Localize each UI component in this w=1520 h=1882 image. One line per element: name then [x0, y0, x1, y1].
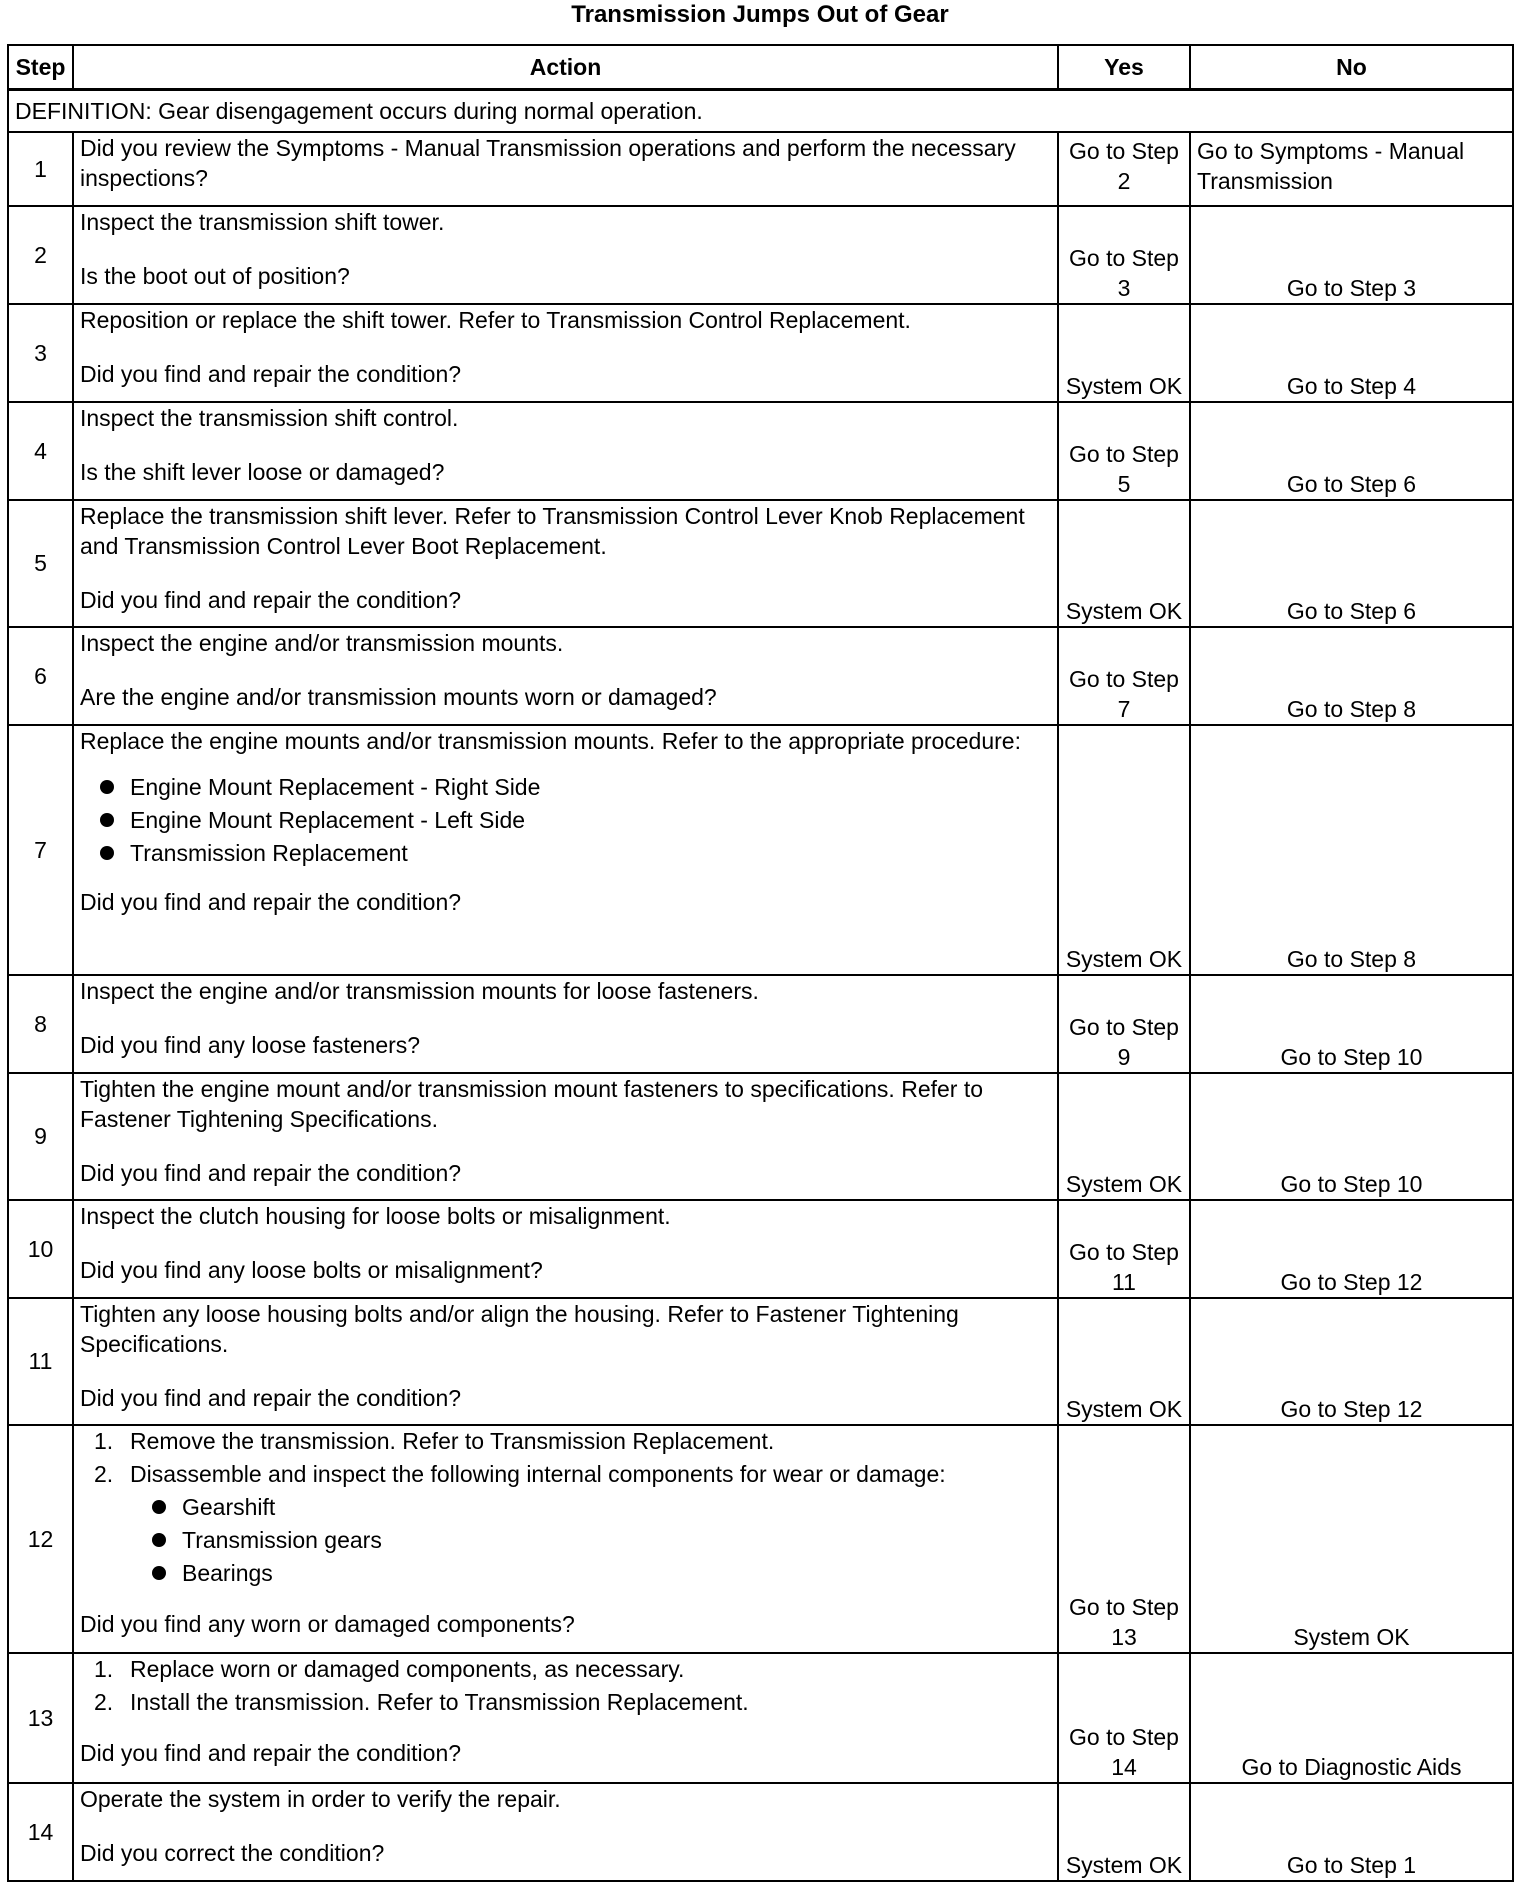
procedure-steps	[80, 1426, 1051, 1588]
step-number: 11	[8, 1298, 73, 1425]
table-row	[8, 975, 1513, 1073]
action-question: Did you find and repair the condition?	[80, 586, 462, 613]
list-item	[94, 1654, 1051, 1684]
step-number: 14	[8, 1783, 73, 1881]
header-no: No	[1190, 45, 1513, 90]
list-item: Transmission gears	[150, 1525, 1051, 1555]
component-list	[130, 1492, 1051, 1588]
action-text: Inspect the engine and/or transmission mounts for loose fasteners.	[80, 977, 759, 1004]
step-number: 7	[8, 725, 73, 975]
header-step: Step	[8, 45, 73, 90]
table-row	[8, 1653, 1513, 1783]
no-result: Go to Step 6	[1190, 402, 1513, 500]
action-question: Are the engine and/or transmission mounts worn or damaged?	[80, 683, 717, 710]
yes-result: System OK	[1058, 304, 1190, 402]
definition-text: DEFINITION: Gear disengagement occurs during normal operation.	[8, 90, 1513, 132]
list-item: Bearings	[150, 1558, 1051, 1588]
step-action	[73, 500, 1058, 627]
action-text: Inspect the engine and/or transmission mounts.	[80, 629, 564, 656]
list-item-text: Install the transmission. Refer to Transmission Replacement.	[130, 1688, 749, 1715]
no-result: Go to Symptoms - Manual Transmission	[1190, 132, 1513, 206]
step-action	[73, 132, 1058, 206]
yes-result: Go to Step 11	[1058, 1200, 1190, 1298]
diagnostic-table	[7, 44, 1514, 1882]
step-action	[73, 402, 1058, 500]
procedure-steps	[80, 1654, 1051, 1717]
table-row	[8, 206, 1513, 304]
step-number: 1	[8, 132, 73, 206]
list-item: Gearshift	[150, 1492, 1051, 1522]
action-question: Did you find any worn or damaged components?	[80, 1610, 575, 1637]
table-row	[8, 402, 1513, 500]
no-result: Go to Step 3	[1190, 206, 1513, 304]
step-number: 10	[8, 1200, 73, 1298]
table-row	[8, 1425, 1513, 1653]
table-row	[8, 132, 1513, 206]
action-question: Did you find and repair the condition?	[80, 1159, 462, 1186]
list-item: Engine Mount Replacement - Left Side	[98, 805, 1051, 835]
action-text: Inspect the transmission shift control.	[80, 404, 459, 431]
list-marker: 1.	[94, 1427, 114, 1454]
action-question: Is the shift lever loose or damaged?	[80, 458, 445, 485]
yes-result: System OK	[1058, 500, 1190, 627]
step-number: 2	[8, 206, 73, 304]
step-action	[73, 1783, 1058, 1881]
yes-result: Go to Step 14	[1058, 1653, 1190, 1783]
list-item: Transmission Replacement	[98, 838, 1051, 868]
yes-result: System OK	[1058, 725, 1190, 975]
action-question: Did you find and repair the condition?	[80, 1384, 462, 1411]
list-marker: 1.	[94, 1655, 114, 1682]
step-action	[73, 206, 1058, 304]
yes-result: Go to Step 5	[1058, 402, 1190, 500]
step-number: 4	[8, 402, 73, 500]
step-action	[73, 1073, 1058, 1200]
list-item-text: Remove the transmission. Refer to Transmission Replacement.	[130, 1427, 775, 1454]
step-number: 9	[8, 1073, 73, 1200]
action-text: Inspect the clutch housing for loose bolts or misalignment.	[80, 1202, 671, 1229]
list-item	[94, 1426, 1051, 1456]
list-item-text: Disassemble and inspect the following internal components for wear or damage:	[130, 1460, 946, 1487]
list-item	[94, 1687, 1051, 1717]
step-action	[73, 975, 1058, 1073]
yes-result: Go to Step 13	[1058, 1425, 1190, 1653]
definition-row	[8, 90, 1513, 132]
action-text: Inspect the transmission shift tower.	[80, 208, 445, 235]
no-result: Go to Step 12	[1190, 1200, 1513, 1298]
step-action	[73, 1298, 1058, 1425]
step-number: 3	[8, 304, 73, 402]
step-action	[73, 1425, 1058, 1653]
table-row	[8, 1200, 1513, 1298]
table-row	[8, 500, 1513, 627]
no-result: System OK	[1190, 1425, 1513, 1653]
step-number: 12	[8, 1425, 73, 1653]
action-text: Did you review the Symptoms - Manual Transmission operations and perform the necessary inspections?	[80, 134, 1016, 191]
table-row	[8, 725, 1513, 975]
action-text: Reposition or replace the shift tower. Refer to Transmission Control Replacement.	[80, 306, 911, 333]
no-result: Go to Step 1	[1190, 1783, 1513, 1881]
table-row	[8, 1073, 1513, 1200]
no-result: Go to Step 4	[1190, 304, 1513, 402]
yes-result: Go to Step 2	[1058, 132, 1190, 206]
yes-result: Go to Step 9	[1058, 975, 1190, 1073]
action-question: Is the boot out of position?	[80, 262, 350, 289]
action-question: Did you find and repair the condition?	[80, 1739, 462, 1766]
step-action	[73, 725, 1058, 975]
yes-result: Go to Step 3	[1058, 206, 1190, 304]
list-item-text: Replace worn or damaged components, as necessary.	[130, 1655, 685, 1682]
table-row	[8, 1298, 1513, 1425]
action-text: Operate the system in order to verify the repair.	[80, 1785, 561, 1812]
action-question: Did you find any loose fasteners?	[80, 1031, 421, 1058]
step-number: 8	[8, 975, 73, 1073]
yes-result: System OK	[1058, 1783, 1190, 1881]
table-row	[8, 1783, 1513, 1881]
yes-result: System OK	[1058, 1298, 1190, 1425]
step-action	[73, 1200, 1058, 1298]
table-row	[8, 304, 1513, 402]
no-result: Go to Step 12	[1190, 1298, 1513, 1425]
list-item	[94, 1459, 1051, 1588]
no-result: Go to Step 6	[1190, 500, 1513, 627]
action-text: Replace the transmission shift lever. Refer to Transmission Control Lever Knob Replacement and Transmission Control Lever Boot Replacement.	[80, 502, 1025, 559]
table-row	[8, 627, 1513, 725]
header-yes: Yes	[1058, 45, 1190, 90]
list-marker: 2.	[94, 1688, 114, 1715]
list-item: Engine Mount Replacement - Right Side	[98, 772, 1051, 802]
action-question: Did you find and repair the condition?	[80, 360, 462, 387]
action-question: Did you correct the condition?	[80, 1839, 385, 1866]
step-number: 13	[8, 1653, 73, 1783]
no-result: Go to Step 10	[1190, 975, 1513, 1073]
step-number: 5	[8, 500, 73, 627]
action-question: Did you find and repair the condition?	[80, 888, 462, 915]
list-marker: 2.	[94, 1460, 114, 1487]
step-action	[73, 1653, 1058, 1783]
no-result: Go to Step 8	[1190, 627, 1513, 725]
action-text: Tighten the engine mount and/or transmission mount fasteners to specifications. Refer to Fastener Tightening Specifications.	[80, 1075, 984, 1132]
action-question: Did you find any loose bolts or misalignment?	[80, 1256, 543, 1283]
action-text: Tighten any loose housing bolts and/or align the housing. Refer to Fastener Tightening Specifications.	[80, 1300, 959, 1357]
yes-result: System OK	[1058, 1073, 1190, 1200]
table-header-row	[8, 45, 1513, 90]
header-action: Action	[73, 45, 1058, 90]
step-action	[73, 627, 1058, 725]
procedure-list	[80, 772, 1051, 868]
yes-result: Go to Step 7	[1058, 627, 1190, 725]
no-result: Go to Diagnostic Aids	[1190, 1653, 1513, 1783]
step-number: 6	[8, 627, 73, 725]
no-result: Go to Step 10	[1190, 1073, 1513, 1200]
step-action	[73, 304, 1058, 402]
page-title: Transmission Jumps Out of Gear	[571, 1, 949, 28]
action-text: Replace the engine mounts and/or transmission mounts. Refer to the appropriate procedure:	[80, 727, 1021, 754]
no-result: Go to Step 8	[1190, 725, 1513, 975]
